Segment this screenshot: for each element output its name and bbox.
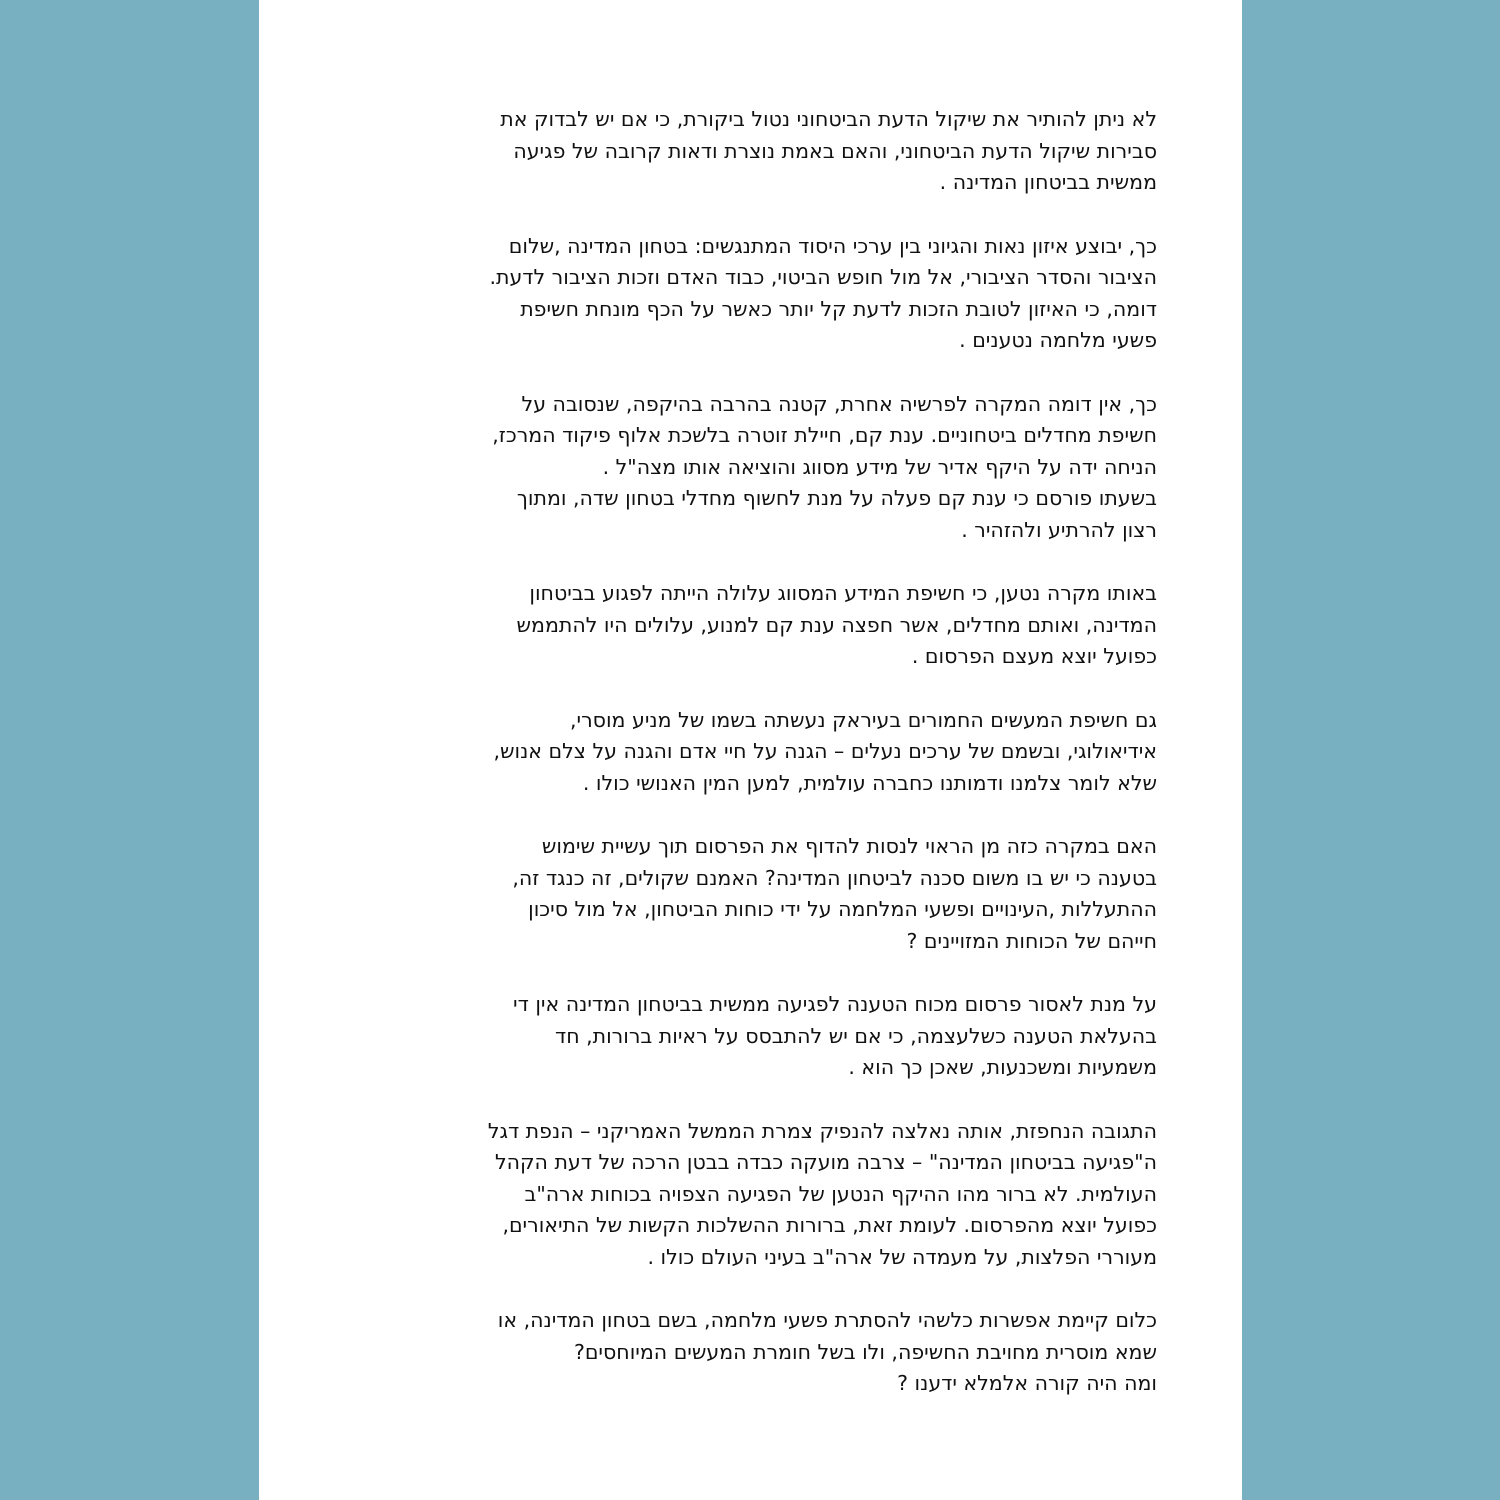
text-line: הציבור והסדר הציבורי, אל מול חופש הביטוי, כבוד האדם וזכות הציבור לדעת. bbox=[489, 265, 1157, 289]
text-line: הניחה ידה על היקף אדיר של מידע מסווג והוציאה אותו מצה"ל . bbox=[602, 454, 1157, 479]
document-page bbox=[259, 0, 1242, 1500]
text-line: באותו מקרה נטען, כי חשיפת המידע המסווג עלולה הייתה לפגוע בביטחון bbox=[529, 581, 1157, 605]
text-line: התגובה הנחפזת, אותה נאלצה להנפיק צמרת הממשל האמריקני – הנפת דגל bbox=[487, 1118, 1157, 1143]
text-line: מעוררי הפלצות, על מעמדה של ארה"ב בעיני העולם כולו . bbox=[647, 1244, 1157, 1269]
text-line: ומה היה קורה אלמלא ידענו ? bbox=[897, 1371, 1157, 1395]
text-line: חשיפת מחדלים ביטחוניים. ענת קם, חיילת זוטרה בלשכת אלוף פיקוד המרכז, bbox=[492, 423, 1157, 447]
text-line: כלום קיימת אפשרות כלשהי להסתרת פשעי מלחמה, בשם בטחון המדינה, או bbox=[497, 1308, 1157, 1332]
text-line: שמא מוסרית מחויבת החשיפה, ולו בשל חומרת המעשים המיוחסים? bbox=[573, 1339, 1157, 1364]
text-line: כך, אין דומה המקרה לפרשיה אחרת, קטנה בהרבה בהיקפה, שנסובה על bbox=[521, 391, 1157, 416]
text-line: המדינה, ואותם מחדלים, אשר חפצה ענת קם למנוע, עלולים היו להתממש bbox=[516, 612, 1157, 637]
text-line: גם חשיפת המעשים החמורים בעיראק נעשתה בשמו של מניע מוסרי, bbox=[569, 707, 1157, 732]
text-line: סבירות שיקול הדעת הביטחוני, והאם באמת נוצרת ודאות קרובה של פגיעה bbox=[513, 138, 1157, 163]
paragraph bbox=[341, 831, 1157, 957]
text-line: האם במקרה כזה מן הראוי לנסות להדוף את הפרסום תוך עשיית שימוש bbox=[541, 834, 1157, 858]
text-line: בשעתו פורסם כי ענת קם פעלה על מנת לחשוף מחדלי בטחון שדה, ומתוך bbox=[516, 486, 1157, 510]
text-line: חייהם של הכוחות המזויינים ? bbox=[906, 928, 1157, 953]
paragraph bbox=[341, 231, 1157, 357]
text-line: ממשית בביטחון המדינה . bbox=[939, 170, 1157, 194]
text-line: אידיאולוגי, ובשמם של ערכים נעלים – הגנה על חיי אדם והגנה על צלם אנוש, bbox=[493, 739, 1157, 763]
text-line: בטענה כי יש בו משום סכנה לביטחון המדינה? האמנם שקולים, זה כנגד זה, bbox=[512, 865, 1157, 890]
paragraph bbox=[341, 389, 1157, 547]
text-line: העולמית. לא ברור מהו ההיקף הנטען של הפגיעה הצפויה בכוחות ארה"ב bbox=[524, 1181, 1157, 1206]
text-line: בהעלאת הטענה כשלעצמה, כי אם יש להתבסס על ראיות ברורות, חד bbox=[555, 1023, 1157, 1048]
text-line: שלא לומר צלמנו ודמותנו כחברה עולמית, למען המין האנושי כולו . bbox=[582, 770, 1157, 795]
text-line: רצון להרתיע ולהזהיר . bbox=[961, 517, 1157, 542]
text-line: כפועל יוצא מעצם הפרסום . bbox=[911, 644, 1157, 668]
text-line: ההתעללות ,העינויים ופשעי המלחמה על ידי כוחות הביטחון, אל מול סיכון bbox=[528, 897, 1157, 921]
paragraph bbox=[341, 578, 1157, 673]
text-line: כך, יבוצע איזון נאות והגיוני בין ערכי היסוד המתנגשים: בטחון המדינה ,שלום bbox=[508, 233, 1157, 258]
text-line: משמעיות ומשכנעות, שאכן כך הוא . bbox=[848, 1055, 1157, 1079]
paragraph bbox=[341, 104, 1157, 199]
text-line: דומה, כי האיזון לטובת הזכות לדעת קל יותר כאשר על הכף מונחת חשיפת bbox=[520, 296, 1157, 321]
paragraph bbox=[341, 1305, 1157, 1400]
article-body bbox=[341, 104, 1157, 1432]
paragraph bbox=[341, 705, 1157, 800]
text-line: כפועל יוצא מהפרסום. לעומת זאת, ברורות ההשלכות הקשות של התיאורים, bbox=[502, 1213, 1157, 1237]
text-line: לא ניתן להותיר את שיקול הדעת הביטחוני נטול ביקורת, כי אם יש לבדוק את bbox=[500, 107, 1157, 131]
paragraph bbox=[341, 1116, 1157, 1274]
text-line: על מנת לאסור פרסום מכוח הטענה לפגיעה ממשית בביטחון המדינה אין די bbox=[513, 992, 1157, 1016]
text-line: ה"פגיעה בביטחון המדינה" – צרבה מועקה כבדה בבטן הרכה של דעת הקהל bbox=[494, 1150, 1157, 1174]
paragraph bbox=[341, 989, 1157, 1084]
text-line: פשעי מלחמה נטענים . bbox=[959, 328, 1157, 352]
